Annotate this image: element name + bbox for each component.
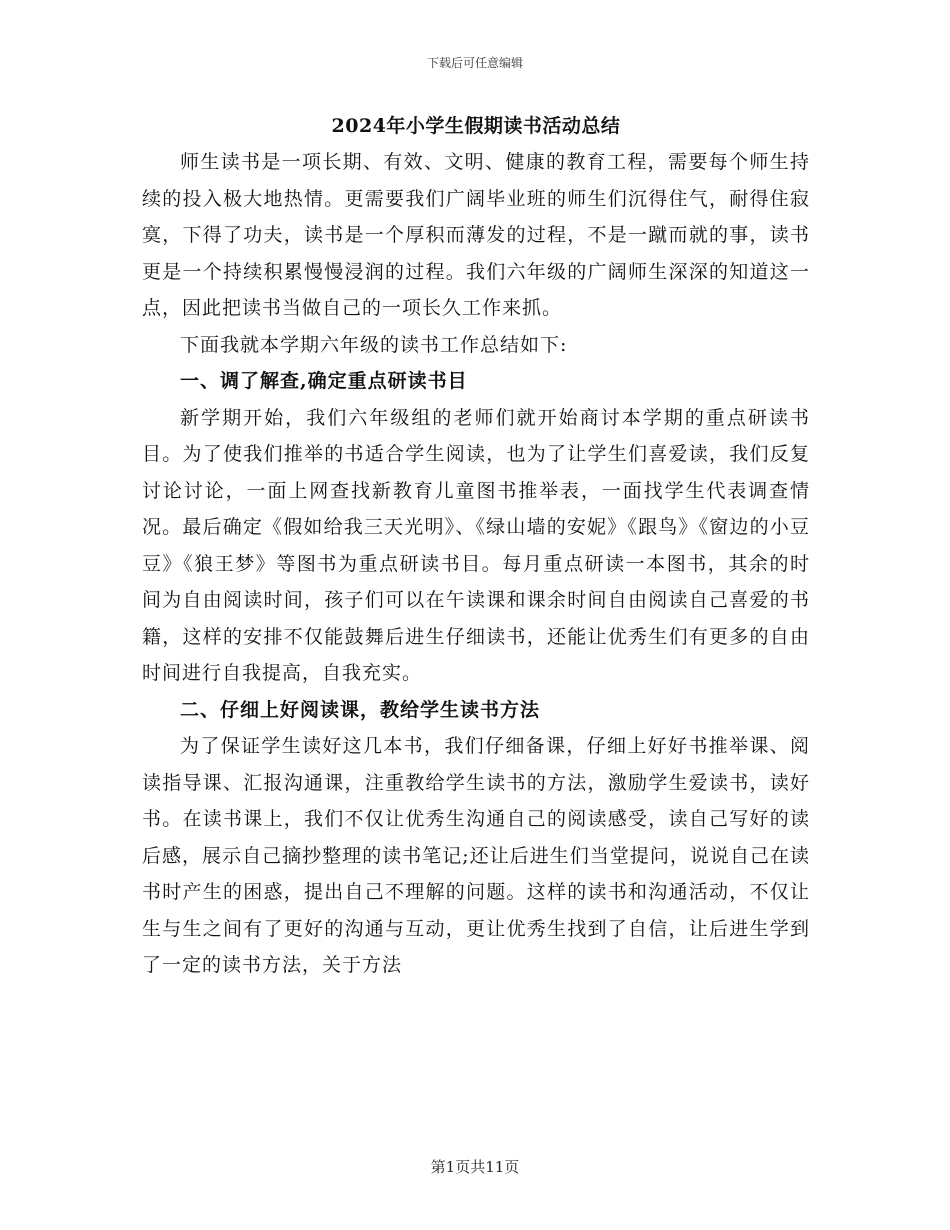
page-number-footer: 第1页共11页 xyxy=(430,1158,520,1176)
document-body xyxy=(142,108,810,984)
paragraph-intro: 师生读书是一项长期、有效、文明、健康的教育工程，需要每个师生持续的投入极大地热情。更需要我们广阔毕业班的师生们沉得住气，耐得住寂寞，下得了功夫，读书是一个厚积而薄发的过程，不是一蹴而就的事，读书更是一个持续积累慢慢浸润的过程。我们六年级的广阔师生深深的知道这一点，因此把读书当做自己的一项长久工作来抓。 xyxy=(142,151,810,319)
section-heading-1: 一、调了解查,确定重点研读书目 xyxy=(180,370,468,392)
paragraph-section-1: 新学期开始，我们六年级组的老师们就开始商讨本学期的重点研读书目。为了使我们推举的书适合学生阅读，也为了让学生们喜爱读，我们反复讨论讨论，一面上网查找新教育儿童图书推举表，一面找学生代表调查情况。最后确定《假如给我三天光明》、《绿山墙的安妮》《跟鸟》《窗边的小豆豆》《狼王梦》等图书为重点研读书目。每月重点研读一本图书，其余的时间为自由阅读时间，孩子们可以在午读课和课余时间自由阅读自己喜爱的书籍，这样的安排不仅能鼓舞后进生仔细读书，还能让优秀生们有更多的自由时间进行自我提高，自我充实。 xyxy=(142,406,810,684)
paragraph-section-2: 为了保证学生读好这几本书，我们仔细备课，仔细上好好书推举课、阅读指导课、汇报沟通课，注重教给学生读书的方法，激励学生爱读书，读好书。在读书课上，我们不仅让优秀生沟通自己的阅读感受，读自己写好的读后感，展示自己摘抄整理的读书笔记;还让后进生们当堂提问，说说自己在读书时产生的困惑，提出自己不理解的问题。这样的读书和沟通活动，不仅让生与生之间有了更好的沟通与互动，更让优秀生找到了自信，让后进生学到了一定的读书方法，关于方法 xyxy=(142,735,810,976)
document-title: 2024年小学生假期读书活动总结 xyxy=(331,115,621,137)
header-note: 下载后可任意编辑 xyxy=(426,56,523,70)
section-heading-2: 二、仔细上好阅读课，教给学生读书方法 xyxy=(180,698,541,721)
paragraph-summary-lead: 下面我就本学期六年级的读书工作总结如下: xyxy=(180,333,568,356)
